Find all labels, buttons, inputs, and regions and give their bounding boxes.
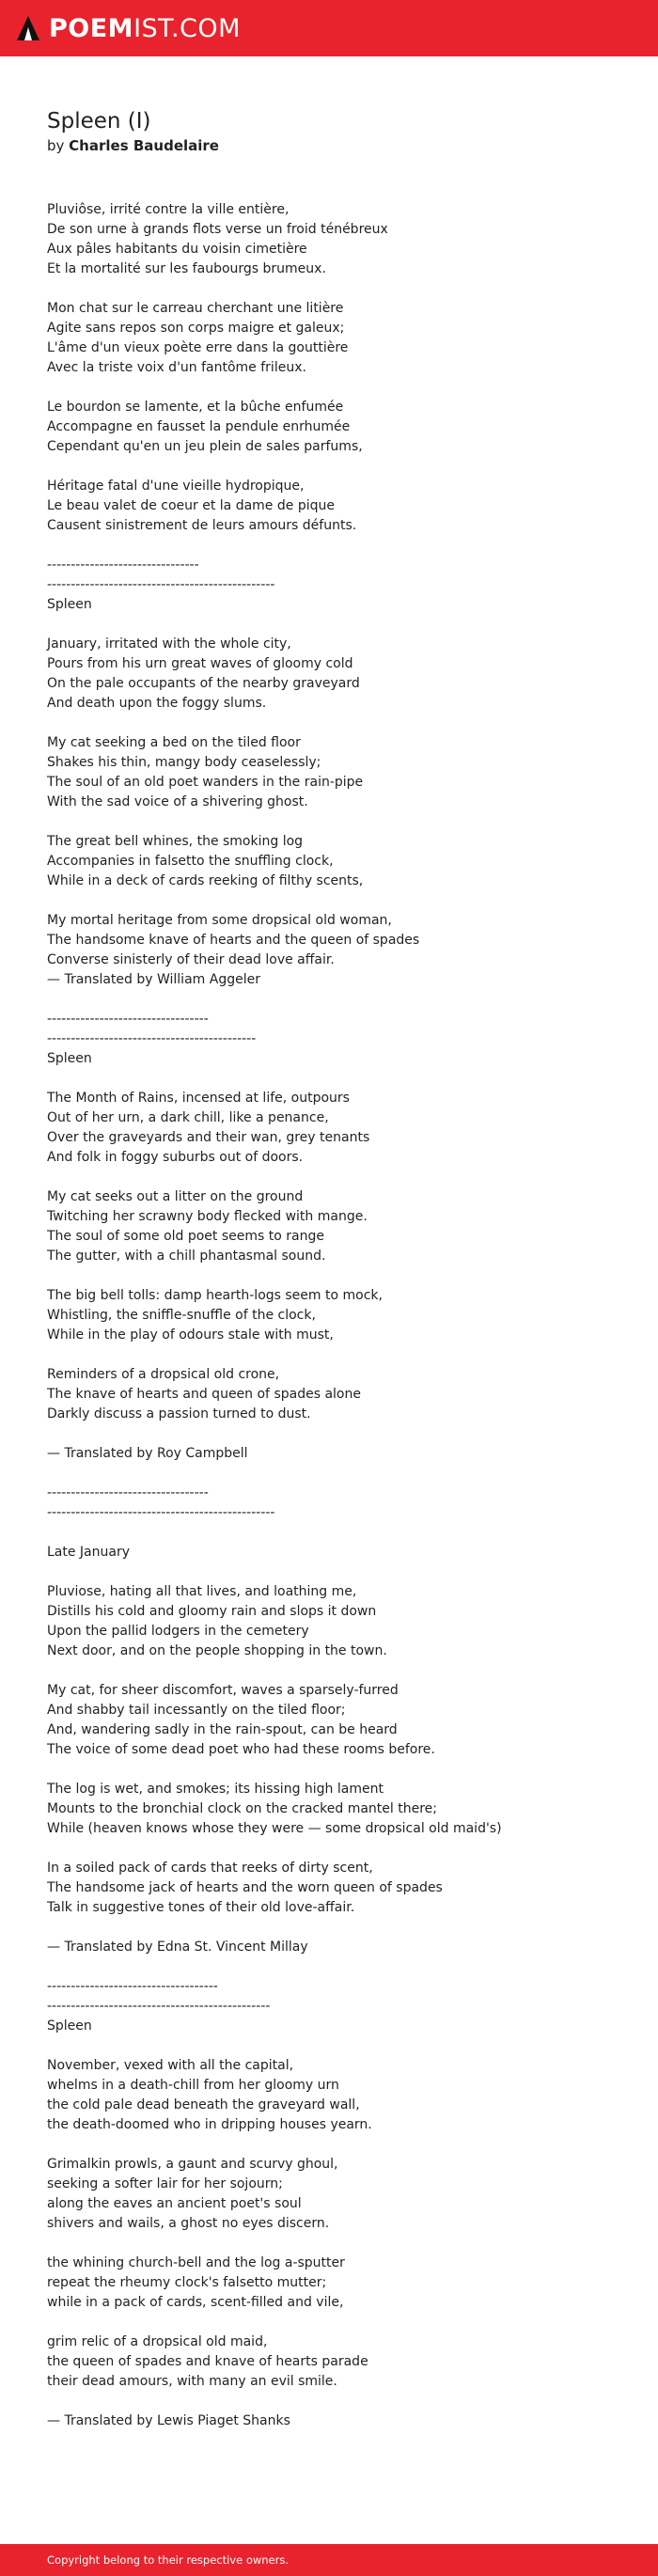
author-name: Charles Baudelaire <box>69 137 219 154</box>
byline <box>47 136 620 155</box>
byline-prefix: by <box>47 137 70 154</box>
logo-bold-text: POEM <box>49 13 134 43</box>
poem-text: Pluviôse, irrité contre la ville entière, De son urne à grands flots verse un froid ténébreux Aux pâles habitants du voisin cimetière Et la mortalité sur les faubourgs brumeux. Mon chat sur le carreau cherchant une litière Agite sans repos son corps maigre et galeux; L'âme d'un vieux poète erre dans la gouttière Avec la triste voix d'un fantôme frileux. Le bourdon se lamente, et la bûche enfumée Accompagne en fausset la pendule enrhumée Cependant qu'en un jeu plein de sales parfums, Héritage fatal d'une vieille hydropique, Le beau valet de coeur et la dame de pique Causent sinistrement de leurs amours défunts. -------------------------------- ------------------------------------------------ Spleen January, irritated with the whole city, Pours from his urn great waves of gloomy cold On the pale occupants of the nearby graveyard And death upon the foggy slums. My cat seeking a bed on the tiled floor Shakes his thin, mangy body ceaselessly; The soul of an old poet wanders in the rain-pipe With the sad voice of a shivering ghost. The great bell whines, the smoking log Accompanies in falsetto the snuffling clock, While in a deck of cards reeking of filthy scents, My mortal heritage from some dropsical old woman, The handsome knave of hearts and the queen of spades Converse sinisterly of their dead love affair. — Translated by William Aggeler ---------------------------------- -------------------------------------------- Spleen The Month of Rains, incensed at life, outpours Out of her urn, a dark chill, like a penance, Over the graveyards and their wan, grey tenants And folk in foggy suburbs out of doors. My cat seeks out a litter on the ground Twitching her scrawny body flecked with mange. The soul of some old poet seems to range The gutter, with a chill phantasmal sound. The big bell tolls: damp hearth-logs seem to mock, Whistling, the sniffle-snuffle of the clock, While in the play of odours stale with must, Reminders of a dropsical old crone, The knave of hearts and queen of spades alone Darkly discuss a passion turned to dust. — Translated by Roy Campbell ---------------------------------- ------------------------------------------------ Late January Pluviose, hating all that lives, and loathing me, Distills his cold and gloomy rain and slops it down Upon the pallid lodgers in the cemetery Next door, and on the people shopping in the town. My cat, for sheer discomfort, waves a sparsely-furred And shabby tail incessantly on the tiled floor; And, wandering sadly in the rain-spout, can be heard The voice of some dead poet who had these rooms before. The log is wet, and smokes; its hissing high lament Mounts to the bronchial clock on the cracked mantel there; While (heaven knows whose they were — some dropsical old maid's) In a soiled pack of cards that reeks of dirty scent, The handsome jack of hearts and the worn queen of spades Talk in suggestive tones of their old love-affair. — Translated by Edna St. Vincent Millay ------------------------------------ ----------------------------------------------- Spleen November, vexed with all the capital, whelms in a death-chill from her gloomy urn the cold pale dead beneath the graveyard wall, the death-doomed who in dripping houses yearn. Grimalkin prowls, a gaunt and scurvy ghoul, seeking a softer lair for her sojourn; along the eaves an ancient poet's soul shivers and wails, a ghost no eyes discern. the whining church-bell and the log a-sputter repeat the rheumy clock's falsetto mutter; while in a pack of cards, scent-filled and vile, grim relic of a dropsical old maid, the queen of spades and knave of hearts parade their dead amours, with many an evil smile. — Translated by Lewis Piaget Shanks <box>47 202 502 2428</box>
poem-title: Spleen (I) <box>47 109 151 134</box>
pen-nib-logo-icon[interactable] <box>17 16 39 40</box>
site-footer <box>0 2544 658 2576</box>
poem-content <box>47 107 620 2431</box>
copyright-text: Copyright belong to their respective owners. <box>47 2553 290 2567</box>
logo-light-text: IST.COM <box>133 13 241 43</box>
site-header <box>0 0 658 56</box>
site-logo[interactable] <box>49 14 241 43</box>
